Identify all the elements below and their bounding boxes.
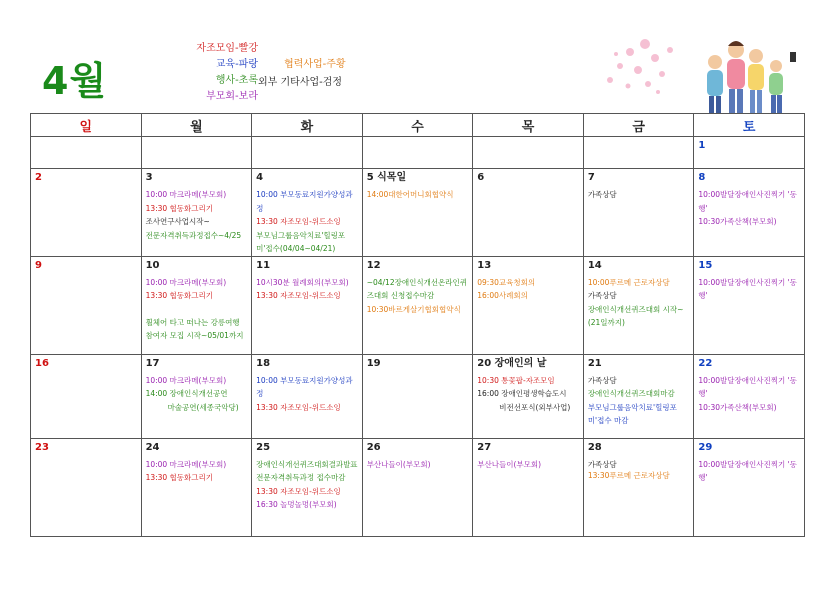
calendar-week-row [31,169,805,257]
calendar-event: 16:00 장애인평생학습도시 [477,389,567,398]
decoration-illustration [590,22,810,122]
legend-parents: 부모회-보라 [206,91,258,102]
calendar-event: 가족상담 [587,291,617,300]
calendar-day-cell [583,438,694,536]
color-legend [166,41,258,105]
calendar-event: 10:00 마크라메(부모회) [145,459,227,469]
day-number: 11 [256,259,271,271]
day-number: 24 [145,441,160,453]
calendar-day-cell [31,169,142,257]
calendar-event: 휠체어 타고 떠나는 강릉여행 참여자 모집 시작~05/01까지 [145,317,244,340]
day-number: 3 [145,172,153,183]
calendar-event: 10:00 마크라메(부모회) [145,190,227,199]
calendar-event: 10:30가족산책(부모회) [698,402,777,412]
calendar-day-cell [252,137,363,169]
month-title: 4월 [42,59,108,103]
calendar-day-cell [473,256,584,354]
calendar-day-cell [694,256,805,354]
calendar-event: 13:30 협동화그리기 [145,203,214,213]
calendar-event: 10:00 마크라메(부모회) [145,375,227,385]
calendar-event: 장애인식개선퀴즈대회 시작~(21일까지) [587,304,684,327]
calendar-day-cell [362,354,473,438]
calendar-day-cell [473,354,584,438]
day-number: 26 [366,441,381,453]
calendar-event: 10:30 통꽃팝-자조모임 [477,375,555,385]
day-number: 15 [698,259,713,271]
day-number: 8 [698,172,706,183]
calendar-day-cell [141,438,252,536]
calendar-day-cell [583,137,694,169]
calendar-day-cell [141,137,252,169]
calendar-day-cell [141,256,252,354]
weekday-mon: 월 [141,114,252,137]
calendar-event: 마술공연(세종국악당) [167,402,239,412]
day-number: 5 식목일 [366,172,407,183]
calendar-event: 09:30교육청회의 [477,277,536,287]
legend-external: 외부 기타사업-검정 [258,77,343,88]
calendar-day-cell [362,256,473,354]
day-number: 20 장애인의 날 [477,357,547,369]
calendar-event: 부모님그룹음악치료'힐링포미'접수 마감 [587,402,677,425]
day-number: 25 [256,441,271,453]
day-number: 10 [145,259,160,271]
calendar-event: 10:00푸르메 근로자상담 [587,277,670,287]
calendar-day-cell [583,169,694,257]
calendar-day-cell [362,169,473,257]
calendar-day-cell [31,438,142,536]
calendar-week-row [31,137,805,169]
calendar-table [30,113,805,537]
calendar-event: 13:30 자조모임-위드소잉 [256,217,341,226]
calendar-day-cell [362,438,473,536]
color-legend-secondary [258,57,378,91]
weekday-header-row [31,114,805,137]
calendar-day-cell [694,438,805,536]
weekday-sat: 토 [694,114,805,137]
calendar-event: 13:30 협동화그리기 [145,473,214,482]
calendar-event: 10:00발달장애인사진찍기 '동행' [698,277,797,300]
calendar-day-cell [473,438,584,536]
calendar-day-cell [252,354,363,438]
weekday-thu: 목 [473,114,584,137]
calendar-event: 부모님그룹음악치료'힐링포미'접수(04/04~04/21) [256,230,346,253]
legend-event: 행사-초록 [215,75,258,86]
day-number: 17 [145,357,160,369]
calendar-event: 가족상담 [587,375,617,385]
calendar-event: 10:00발달장애인사진찍기 '동행' [698,459,797,482]
calendar-event: 전문자격취득과정접수~4/25 [145,230,242,240]
day-number: 12 [366,259,381,271]
calendar-day-cell [31,256,142,354]
day-number: 29 [698,441,713,453]
day-number: 16 [35,357,49,369]
weekday-sun: 일 [31,114,142,137]
calendar-event: 10:30가족산책(부모회) [698,217,777,226]
calendar-event: 10시30분 월례회의(부모회) [256,277,349,287]
weekday-wed: 수 [362,114,473,137]
calendar-event: 13:30푸르메 근로자상담 [587,471,670,480]
day-number: 21 [587,357,602,369]
day-number: 6 [477,172,485,183]
calendar-event: 14:00대한어머니회협약식 [366,190,454,199]
calendar-event [146,303,248,316]
calendar-day-cell [473,137,584,169]
calendar-event: 부산나들이(부모회) [477,459,542,469]
calendar-event: 13:30 협동화그리기 [145,291,214,300]
calendar-event: 비전선포식(외부사업) [499,402,571,412]
calendar-event: ~04/12장애인식개선온라인퀴즈대회 신청접수마감 [366,277,468,300]
calendar-event: 부산나들이(부모회) [366,459,431,469]
day-number: 2 [35,172,42,183]
calendar-event: 전문자격취득과정 접수마감 [256,473,346,482]
calendar-day-cell [694,169,805,257]
calendar-event: 장애인식개선퀴즈대회마감 [587,389,675,398]
calendar-day-cell [252,256,363,354]
calendar-week-row [31,354,805,438]
day-number: 7 [587,172,595,183]
day-number: 18 [256,357,271,369]
calendar-event: 10:00발달장애인사진찍기 '동행' [698,375,797,398]
calendar-day-cell [31,354,142,438]
day-number: 9 [35,259,42,271]
calendar-event: 13:30 자조모임-위드소잉 [256,486,341,496]
legend-cooperation: 협력사업-주황 [284,59,346,70]
calendar-event: 가족상담 [587,459,617,469]
calendar-day-cell [473,169,584,257]
legend-education: 교육-파랑 [215,59,258,70]
weekday-tue: 화 [252,114,363,137]
calendar-day-cell [694,137,805,169]
day-number: 13 [477,259,492,271]
calendar-day-cell [141,354,252,438]
weekday-fri: 금 [583,114,694,137]
calendar-week-row [31,438,805,536]
calendar-event: 10:00 마크라메(부모회) [145,277,227,287]
calendar-day-cell [362,137,473,169]
calendar-event: 10:00 부모동료지원가양성과정 [256,375,353,398]
calendar-event: 13:30 자조모임-위드소잉 [256,402,341,412]
calendar-day-cell [694,354,805,438]
calendar-day-cell [31,137,142,169]
day-number: 27 [477,441,492,453]
people-group-icon [707,41,796,114]
day-number: 23 [35,441,49,453]
calendar-event: 조사연구사업시작~ [145,217,210,226]
legend-self-meeting: 자조모임-빨강 [196,43,258,54]
calendar-day-cell [252,438,363,536]
calendar-week-row [31,256,805,354]
calendar-day-cell [583,354,694,438]
calendar-event: 10:30바르게살기협회협약식 [366,304,461,314]
day-number: 19 [366,357,381,369]
calendar-event: 장애인식개선퀴즈대회결과발표 [256,459,358,469]
day-number: 22 [698,357,713,369]
calendar-event: 13:30 자조모임-위드소잉 [256,291,341,300]
calendar-event: 10:00 부모동료지원가양성과정 [256,190,353,213]
calendar-event: 16:30 놀멍놀멍(부모회) [256,500,337,509]
calendar-day-cell [141,169,252,257]
day-number: 28 [587,441,602,453]
day-number: 1 [698,140,706,151]
calendar-event: 가족상담 [587,190,617,199]
calendar-event: 10:00발달장애인사진찍기 '동행' [698,190,797,213]
day-number: 4 [256,172,264,183]
day-number: 14 [587,259,602,271]
calendar-day-cell [252,169,363,257]
calendar-day-cell [583,256,694,354]
calendar-event: 14:00 장애인식개선공연 [145,389,228,398]
cherry-blossom-icon [607,39,673,94]
calendar-event: 16:00사례회의 [477,291,528,300]
